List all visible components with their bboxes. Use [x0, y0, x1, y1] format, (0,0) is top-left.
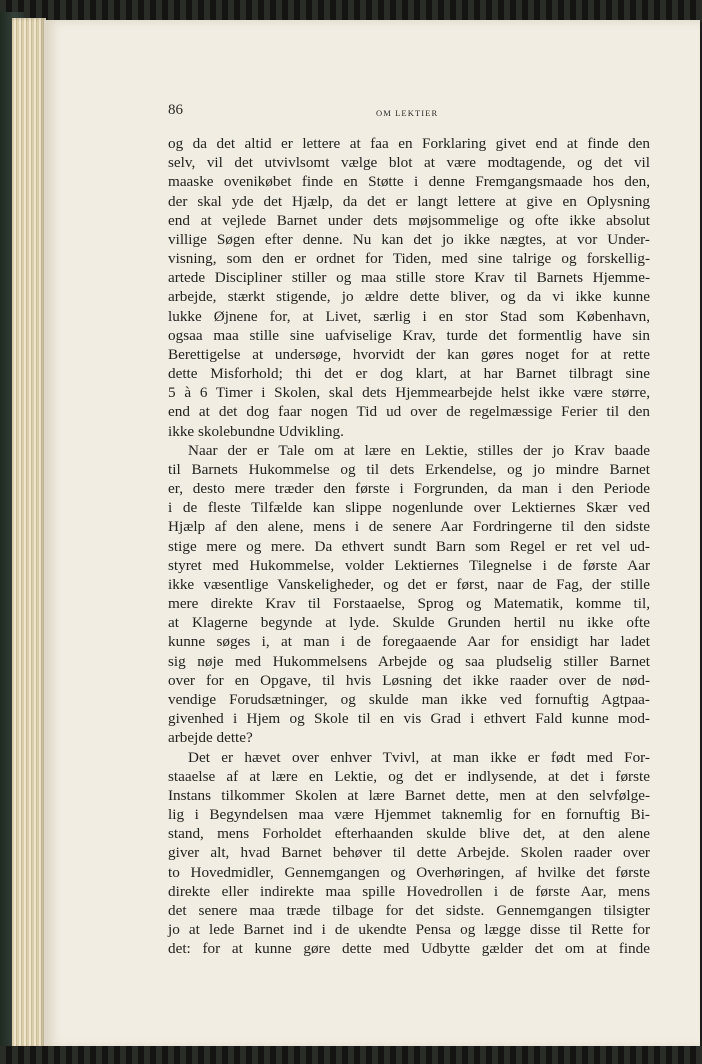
text-line: mere direkte Krav til Forstaaelse, Sprog og Matematik, komme til,: [168, 595, 650, 613]
text-line: der skal yde det Hjælp, da det er langt lettere at give en Oplysning: [168, 192, 650, 210]
text-line: i de fleste Tilfælde kan slippe nogenlunde over Lektiernes Skær ved: [168, 499, 650, 517]
text-line: staaelse af at lære en Lektie, og det er indlysende, at det i første: [168, 767, 650, 785]
scanner-frame-top: [0, 0, 702, 22]
text-line: to Hovedmidler, Gennemgangen og Overhøringen, af hvilke det første: [168, 863, 650, 881]
text-line: direkte eller indirekte maa spille Hovedrollen i de første Aar, mens: [168, 882, 650, 900]
text-line: Instans tilkommer Skolen at lære Barnet dette, men at den selvfølge-: [168, 786, 650, 804]
text-line: styret med Hukommelse, volder Lektiernes Tilegnelse i de første Aar: [168, 556, 650, 574]
text-line: stige mere og mere. Da ethvert sundt Barn som Regel er ret vel ud-: [168, 537, 650, 555]
text-line: dette Misforhold; thi det er dog klart, at har Barnet tilbragt sine: [168, 365, 650, 383]
text-line: til Barnets Hukommelse og til dets Erkendelse, og jo mindre Barnet: [168, 460, 650, 478]
text-line: lig i Begyndelsen maa være Hjemmet taknemlig for en fornuftig Bi-: [168, 806, 650, 824]
text-line: vendige Forudsætninger, og skulde man ikke ved fornuftig Agtpaa-: [168, 690, 650, 708]
text-line: visning, som den er ordnet for Tiden, med sine talrige og forskellig-: [168, 250, 650, 268]
text-line: og da det altid er lettere at faa en Forklaring givet end at finde den: [168, 135, 650, 152]
text-line: givenhed i Hjem og Skole til en vis Grad i ethvert Fald kunne mod-: [168, 710, 650, 728]
text-line: giver alt, hvad Barnet behøver til dette Arbejde. Skolen raader over: [168, 844, 650, 862]
text-line: over for en Opgave, til hvis Løsning det ikke raader over de nød-: [168, 671, 650, 689]
text-line: stand, mens Forholdet efterhaanden skulde blive det, at den alene: [168, 825, 650, 843]
text-line: Det er hævet over enhver Tvivl, at man ikke er født med For-: [188, 748, 650, 766]
text-line: 5 à 6 Timer i Skolen, skal dets Hjemmearbejde helst ikke være større,: [168, 384, 650, 402]
text-line: Hjælp af den alene, mens i de senere Aar Fordringerne til den sidste: [168, 518, 650, 536]
scanner-frame-bottom: [0, 1046, 702, 1064]
text-line: Naar der er Tale om at lære en Lektie, stilles der jo Krav baade: [188, 441, 650, 459]
text-line: ogsaa maa stille sine uafviselige Krav, turde det formentlig have sin: [168, 326, 650, 344]
text-line: lukke Øjnene for, at Livet, særlig i en stor Stad som København,: [168, 307, 650, 325]
text-line: maaske ovenikøbet finde en Støtte i denne Fremgangsmaade hos den,: [168, 173, 650, 191]
text-line: end at det dog faar nogen Tid ud over de regelmæssige Ferier til den: [168, 403, 650, 421]
text-line: arbejde, stærkt stigende, jo ældre dette bliver, og da vi ikke kunne: [168, 288, 650, 306]
page-stack-edge: [12, 18, 46, 1048]
text-line: artede Discipliner stiller og maa stille store Krav til Barnets Hjemme-: [168, 269, 650, 287]
text-line: Berettigelse at undersøge, hvorvidt der kan gøres noget for at rette: [168, 345, 650, 363]
text-line: det senere maa træde tilbage for det sidste. Gennemgangen tilsigter: [168, 901, 650, 919]
running-head: OM LEKTIER: [376, 108, 439, 118]
text-line: villige Søgen efter denne. Nu kan det jo ikke nægtes, at vor Under-: [168, 230, 650, 248]
text-line: det: for at kunne gøre dette med Udbytte gælder det om at finde: [168, 940, 650, 958]
text-line: selv, vil det utvivlsomt vælge blot at være modtagende, og det vil: [168, 154, 650, 172]
body-text: [168, 134, 650, 958]
text-line: er, desto mere træder den første i Forgrunden, da man i den Periode: [168, 480, 650, 498]
text-line: end at vejlede Barnet under dets møjsommelige og ofte ikke absolut: [168, 211, 650, 229]
text-line: arbejde dette?: [168, 729, 253, 747]
text-line: at Klagerne begynde at lyde. Skulde Grunden hertil nu ikke ofte: [168, 614, 650, 632]
text-line: jo at lede Barnet ind i de ukendte Pensa og lægge disse til Rette for: [168, 921, 650, 939]
text-line: ikke væsentlige Vanskeligheder, og det er først, naar de Fag, der stille: [168, 575, 650, 593]
text-line: kunne søges i, at man i de foregaaende Aar for ensidigt har ladet: [168, 633, 650, 651]
text-line: ikke skolebundne Udvikling.: [168, 422, 344, 440]
text-line: sig nøje med Hukommelsens Arbejde og saa pludselig stiller Barnet: [168, 652, 650, 670]
page-number: 86: [168, 102, 183, 118]
